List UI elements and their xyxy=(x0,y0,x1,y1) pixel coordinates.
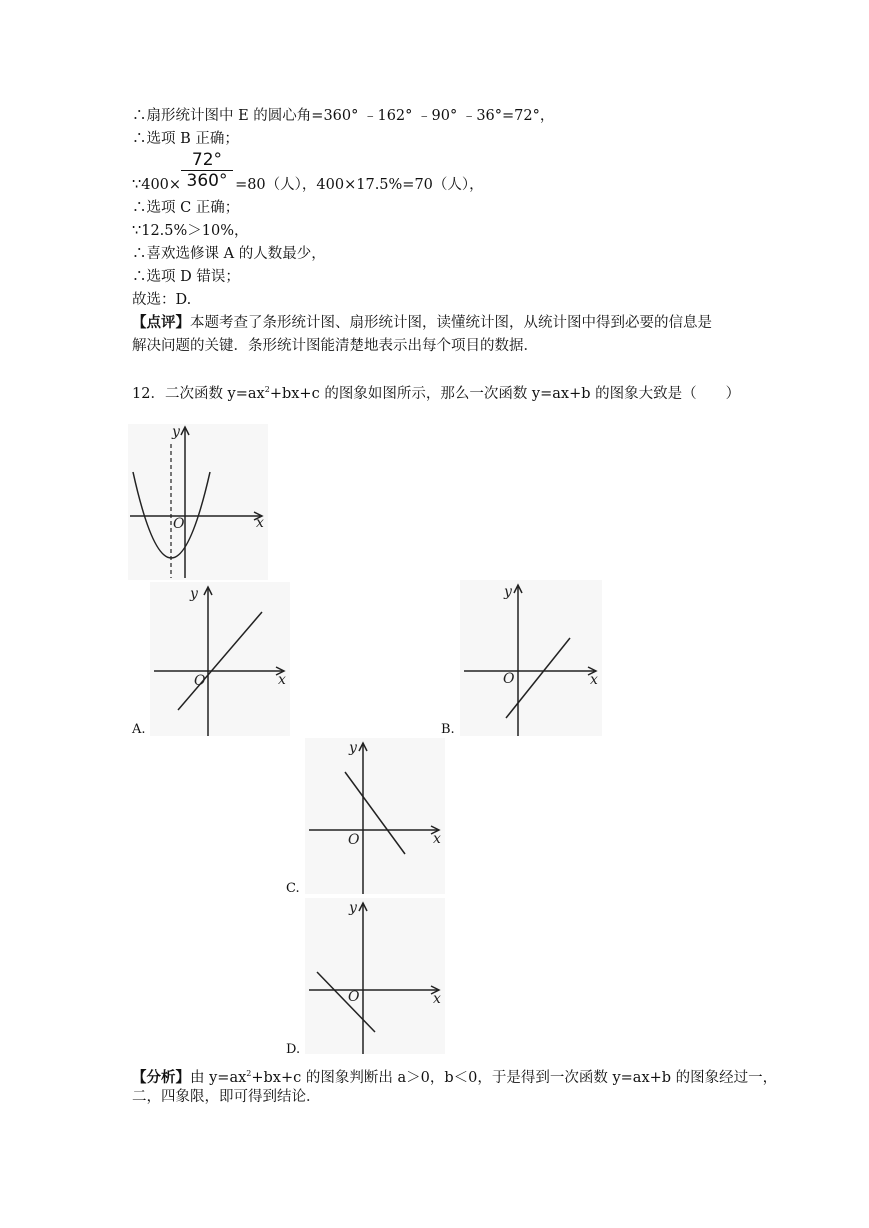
fraction-denominator: 360° xyxy=(186,171,228,191)
option-c-x-label: x xyxy=(433,831,441,847)
option-b-y-label: y xyxy=(504,584,512,600)
analysis-text-b: +bx+c 的图象判断出 a＞0，b＜0，于是得到一次函数 y=ax+b 的图象经过一， xyxy=(251,1069,778,1086)
question-text-b: +bx+c 的图象如图所示，那么一次函数 y=ax+b 的图象大致是（ ） xyxy=(269,385,741,402)
solution-line-7: ∴选项 D 错误； xyxy=(132,269,240,285)
option-b-origin-label: O xyxy=(503,671,515,687)
option-d-y-label: y xyxy=(349,900,357,916)
solution-line-3 xyxy=(132,175,484,195)
question-number: 12． xyxy=(132,385,165,402)
analysis-tag: 【分析】 xyxy=(132,1068,190,1086)
parabola-origin-label: O xyxy=(173,516,185,532)
option-c-origin-label: O xyxy=(348,832,360,848)
solution-line-6: ∴喜欢选修课 A 的人数最少， xyxy=(132,246,326,262)
option-b-graph xyxy=(460,580,602,736)
analysis-text-a: 由 y=ax xyxy=(190,1069,247,1086)
option-b-x-label: x xyxy=(590,672,598,688)
parabola-graph xyxy=(128,424,268,580)
option-a-origin-label: O xyxy=(194,673,206,689)
option-d-label: D. xyxy=(286,1042,301,1057)
line3-suffix: =80（人），400×17.5%=70（人）， xyxy=(235,177,484,193)
solution-line-4: ∴选项 C 正确； xyxy=(132,200,240,216)
parabola-x-label: x xyxy=(256,515,264,531)
solution-line-1: ∴扇形统计图中 E 的圆心角=360° ﹣162° ﹣90° ﹣36°=72°， xyxy=(132,108,555,124)
review-line-1 xyxy=(132,313,712,333)
option-d-origin-label: O xyxy=(348,989,360,1005)
option-a-y-label: y xyxy=(190,586,198,602)
option-a-graph xyxy=(150,582,290,736)
question-12 xyxy=(132,380,740,404)
option-c-graph xyxy=(305,738,445,894)
analysis-line-1 xyxy=(132,1064,777,1088)
review-text-1: 本题考查了条形统计图、扇形统计图，读懂统计图，从统计图中得到必要的信息是 xyxy=(190,315,712,331)
solution-line-8: 故选：D. xyxy=(132,292,192,308)
option-c-label: C. xyxy=(286,881,300,896)
review-tag: 【点评】 xyxy=(132,314,190,331)
fraction-numerator: 72° xyxy=(181,151,233,171)
line3-prefix: ∵400× xyxy=(132,177,182,193)
solution-line-2: ∴选项 B 正确； xyxy=(132,131,239,147)
analysis-line-2: 二，四象限，即可得到结论． xyxy=(132,1089,321,1105)
review-line-2: 解决问题的关键．条形统计图能清楚地表示出每个项目的数据． xyxy=(132,338,538,354)
option-a-x-label: x xyxy=(278,672,286,688)
option-c-y-label: y xyxy=(349,740,357,756)
option-d-graph xyxy=(305,898,445,1054)
question-text-a: 二次函数 y=ax xyxy=(164,385,265,402)
option-a-label: A. xyxy=(132,722,146,737)
analysis-sup: 2 xyxy=(246,1069,252,1078)
parabola-y-label: y xyxy=(172,424,180,440)
solution-line-5: ∵12.5%＞10%， xyxy=(132,223,249,239)
question-sup: 2 xyxy=(264,385,270,394)
option-b-label: B. xyxy=(441,722,455,737)
option-d-x-label: x xyxy=(433,991,441,1007)
